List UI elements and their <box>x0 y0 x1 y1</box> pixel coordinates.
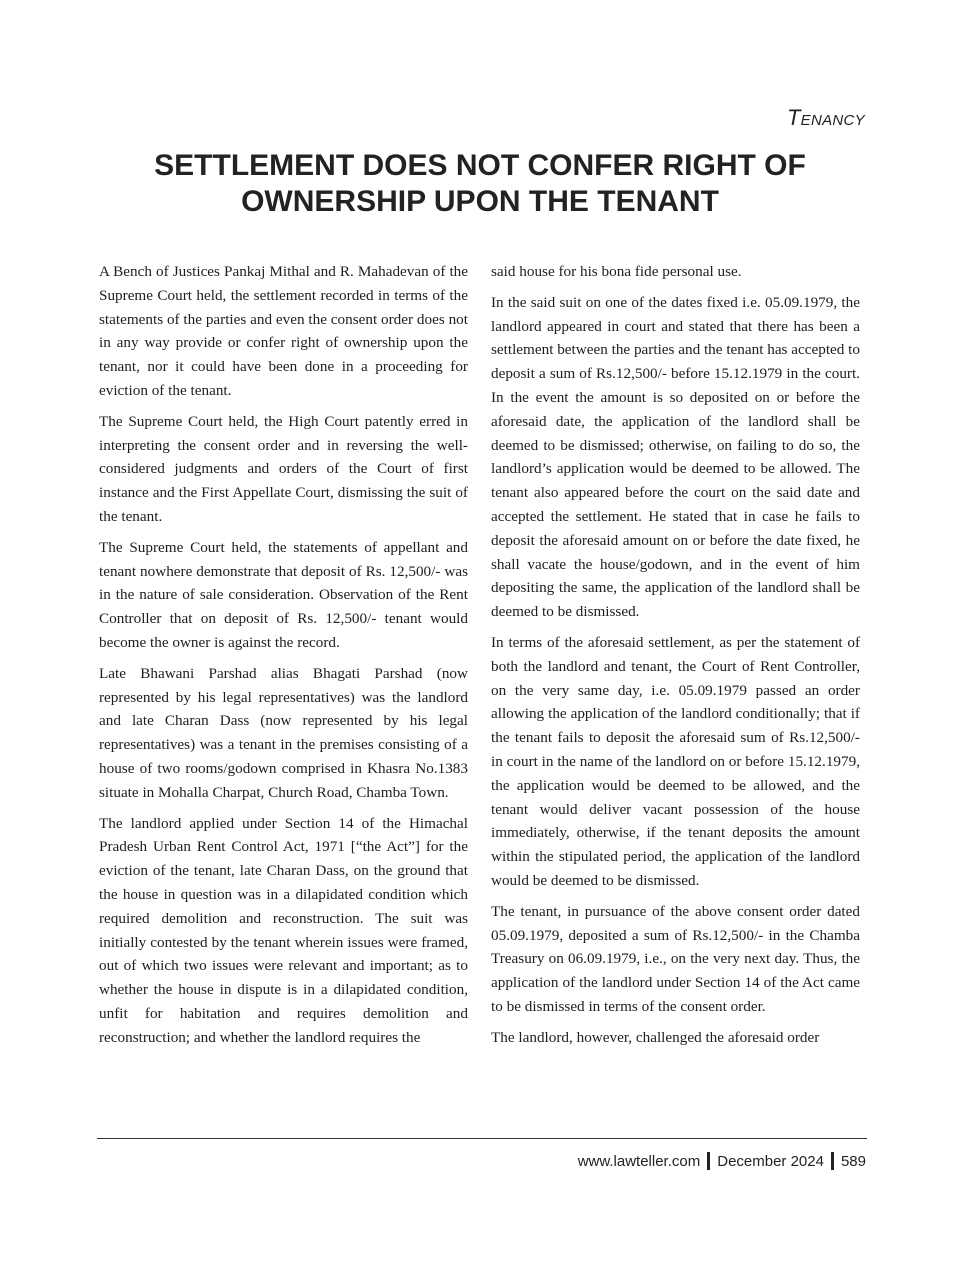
body-paragraph: The Supreme Court held, the High Court patently erred in interpreting the consent order and in reversing the well-considered judgments and orders of the Court of first instance and the First Appellate Court, dismissing the suit of the tenant. <box>99 412 468 525</box>
body-paragraph: The landlord applied under Section 14 of the Himachal Pradesh Urban Rent Control Act, 1971 [“the Act”] for the eviction of the tenant, late Charan Dass, on the ground that the house in question was in a dilapidated condition which required demolition and reconstruction. The suit was initially contested by the tenant wherein issues were framed, out of which two issues were relevant and important; as to whether the house in dispute is in a dilapidated condition, unfit for habitation and requires demolition and reconstruction; and whether the landlord requires the <box>99 814 468 1046</box>
footer-divider <box>97 1138 867 1139</box>
body-paragraph: Late Bhawani Parshad alias Bhagati Parshad (now represented by his legal representatives) was the landlord and late Charan Dass (now represented by his legal representatives) was a tenant in the premises consisting of a house of two rooms/godown comprised in Khasra No.1383 situate in Mohalla Charpat, Church Road, Chamba Town. <box>99 664 468 801</box>
footer-website: www.lawteller.com <box>577 1152 701 1170</box>
section-label: Tenancy <box>786 105 865 130</box>
left-column <box>99 260 468 1057</box>
body-paragraph: In the said suit on one of the dates fixed i.e. 05.09.1979, the landlord appeared in court and stated that there has been a settlement between the parties and the tenant has accepted to deposit a sum of Rs.12,500/- before 15.12.1979 in the court. In the event the amount is so deposited on or before the aforesaid date, the application of the landlord shall be deemed to be dismissed; otherwise, on failing to do so, the landlord’s application would be deemed to be allowed. The tenant also appeared before the court on the said date and accepted the settlement. He stated that in case he fails to deposit the aforesaid amount on or before the date fixed, he shall vacate the house/godown, and in the event of him depositing the same, the application of the landlord shall be deemed to be dismissed. <box>491 293 860 621</box>
body-paragraph: In terms of the aforesaid settlement, as per the statement of both the landlord and tenant, the Court of Rent Controller, on the very same day, i.e. 05.09.1979 passed an order allowing the application of the landlord conditionally; that if the tenant fails to deposit the aforesaid sum of Rs.12,500/- in court in the name of the landlord on or before 15.12.1979, the application would be deemed to be allowed, and the tenant would deliver vacant possession of the house immediately, otherwise, if the tenant deposits the amount within the stipulated period, the application of the landlord would be deemed to be dismissed. <box>491 633 860 889</box>
footer-separator <box>831 1152 834 1170</box>
body-paragraph: The Supreme Court held, the statements of appellant and tenant nowhere demonstrate that deposit of Rs. 12,500/- was in the nature of sale consideration. Observation of the Rent Controller that on deposit of Rs. 12,500/- tenant would become the owner is against the record. <box>99 538 468 651</box>
body-paragraph: The tenant, in pursuance of the above consent order dated 05.09.1979, deposited a sum of Rs.12,500/- in the Chamba Treasury on 06.09.1979, i.e., on the very next day. Thus, the application of the landlord under Section 14 of the Act came to be dismissed in terms of the consent order. <box>491 902 860 1015</box>
page-number: 589 <box>840 1152 866 1170</box>
article-title: SETTLEMENT DOES NOT CONFER RIGHT OF OWNERSHIP UPON THE TENANT <box>154 149 806 218</box>
page-footer <box>578 1152 866 1170</box>
body-paragraph: said house for his bona fide personal use. <box>491 263 742 280</box>
footer-issue-date: December 2024 <box>717 1152 824 1170</box>
right-column <box>491 260 860 1057</box>
footer-separator <box>707 1152 710 1170</box>
body-paragraph: The landlord, however, challenged the aforesaid order <box>491 1028 820 1046</box>
body-paragraph: A Bench of Justices Pankaj Mithal and R. Mahadevan of the Supreme Court held, the settlement recorded in terms of the statements of the parties and even the consent order does not in any way provide or confer right of ownership upon the tenant, nor it could have been done in a proceeding for eviction of the tenant. <box>99 263 468 399</box>
